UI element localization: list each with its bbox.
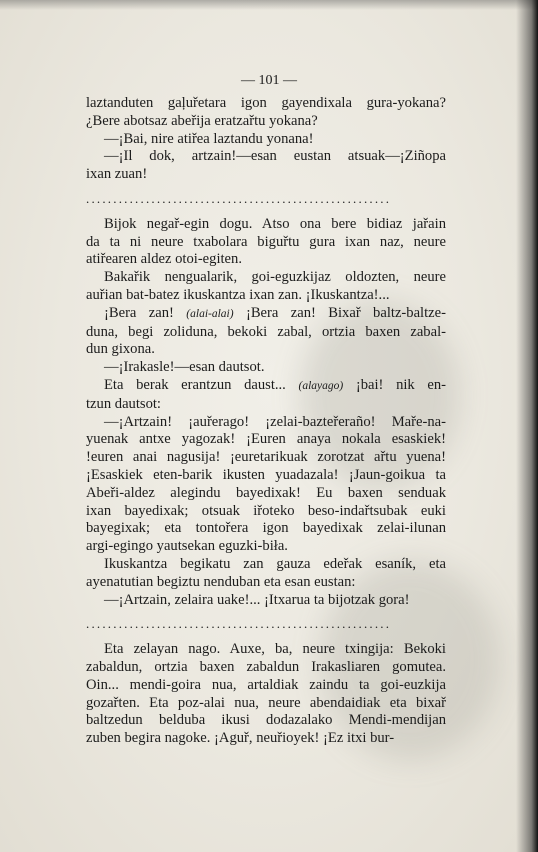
paragraph <box>86 592 446 610</box>
text-line: duna, begi zoliduna, bekoki zabal, ortzia baxen zabal- <box>86 323 446 340</box>
paragraph <box>86 556 446 592</box>
text-line: —¡Artzain, zelaira uake!... ¡Itxarua ta bijotzak gora! <box>104 591 410 608</box>
page-edge-shadow <box>516 0 538 852</box>
text-line: Bijok negař-egin dogu. Atso ona bere bidiaz jařain <box>104 215 446 232</box>
text-line: yuenak antxe yagozak! ¡Euren anaya nokala esaskiek! <box>86 431 446 448</box>
text-line: zuben begira nagoke. ¡Aguř, neuřioyek! ¡Ez itxi bur- <box>86 730 395 747</box>
text-line: —¡Artzain! ¡auřerago! ¡zelai-bazteřeraño! Maře-na- <box>104 413 446 430</box>
paragraph <box>86 95 446 131</box>
paragraph <box>86 305 446 359</box>
paragraph <box>86 216 446 269</box>
text-line: ¡Bera zan! (alai-alai) ¡Bera zan! Bixař baltz-baltze- <box>104 304 446 321</box>
text-line: ayenatutian begiztu nenduban eta esan eustan: <box>86 573 356 590</box>
paragraph <box>86 148 446 184</box>
text-line: Eta zelayan nago. Auxe, ba, neure txingija: Bekoki <box>104 641 446 658</box>
text-line: argi-egingo yautsekan eguzki-biła. <box>86 538 288 555</box>
text-line: bayegixak; eta tontořera igon bayedixak zelai-ilunan <box>86 520 446 537</box>
body-text <box>86 95 446 748</box>
paragraph <box>86 377 446 414</box>
text-line: tzun dautsot: <box>86 395 161 412</box>
page-number: — 101 — <box>241 73 297 88</box>
stage-direction: (alai-alai) <box>186 307 234 320</box>
text-line: Abeři-aldez alegindu bayedixak! Eu baxen senduak <box>86 484 446 501</box>
text-line: !euren anai nagusija! ¡euretarikuak zorotzat ařtu yuena! <box>86 449 446 466</box>
text-line: gozařten. Eta poz-alai nua, neure abendaidiak eta bixař <box>86 694 446 711</box>
text-line: ixan zuan! <box>86 166 148 183</box>
text-line: Eta berak erantzun daust... (alayago) ¡bai! nik en- <box>104 376 447 393</box>
page-top-edge <box>0 0 538 10</box>
paragraph <box>86 414 446 556</box>
text-line: laztanduten gaļuřetara igon gayendixala gura-yokana? <box>86 95 446 111</box>
text-line: da ta ni neure txabolara biguřtu gura ixan naz, neure <box>86 233 446 250</box>
text-line: ixan bayedixak; otsuak iřoteko beso-indařtsubak euki <box>86 502 446 519</box>
text-line: Bakařik nengualarik, goi-eguzkijaz oldozten, neure <box>104 269 446 286</box>
text-line: baltzedun belduba ikusi dodazalako Mendi-mendijan <box>86 712 446 729</box>
text-line: —¡Bai, nire atiřea laztandu yonana! <box>104 130 314 147</box>
paragraph <box>86 131 446 149</box>
paragraph <box>86 359 446 377</box>
text-line: atiřearen aldez otoi-egiten. <box>86 251 242 268</box>
text-line: ¡Esaskiek eten-barik ikusten yuadazala! ¡Jaun-goikua ta <box>86 466 446 483</box>
text-line: zabaldun, ortzia baxen zabaldun Irakasliaren gomutea. <box>86 658 446 675</box>
text-line: dun gixona. <box>86 341 155 358</box>
text-line: —¡Il dok, artzain!—esan eustan atsuak—¡Ziñopa <box>104 148 446 165</box>
paragraph <box>86 641 446 748</box>
stage-direction: (alayago) <box>298 379 344 392</box>
text-line: Ikuskantza begikatu zan gauza edeřak esaník, eta <box>104 555 446 572</box>
text-line: —¡Irakasle!—esan dautsot. <box>104 359 265 376</box>
section-separator: ........................................................ <box>86 616 392 632</box>
text-line: ¿Bere abotsaz abeřija eratzařtu yokana? <box>86 112 318 129</box>
text-line: Oin... mendi-goira nua, artaldiak zaindu ta goi-euzkija <box>86 676 446 693</box>
paragraph <box>86 269 446 305</box>
text-line: auřian bat-batez ikuskantza ixan zan. ¡Ikuskantza!... <box>86 286 390 303</box>
section-separator: ........................................................ <box>86 190 392 206</box>
